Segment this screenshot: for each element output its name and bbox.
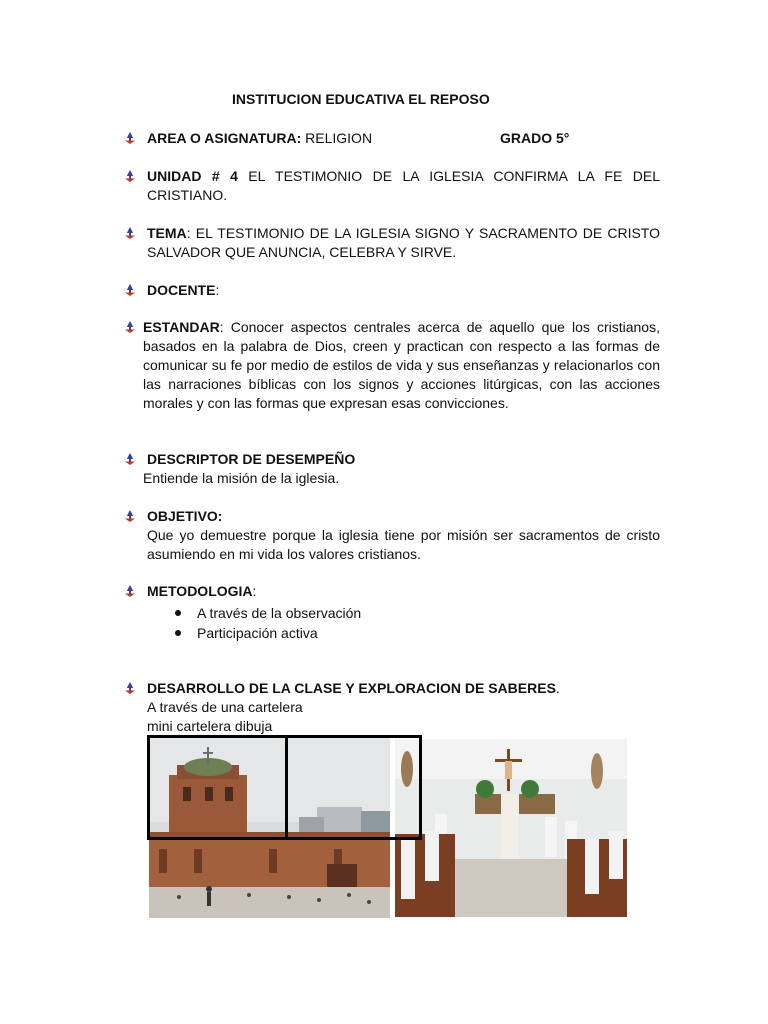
metodologia-list (147, 603, 660, 643)
tema-text: : EL TESTIMONIO DE LA IGLESIA SIGNO Y SACRAMENTO DE CRISTO SALVADOR QUE ANUNCIA, CELEBRA Y SIRVE. (147, 225, 660, 260)
bullet-dot-icon (175, 610, 181, 616)
docente-label: DOCENTE (147, 282, 216, 298)
unidad-item (124, 167, 660, 205)
tema-item (124, 224, 660, 262)
area-item (124, 129, 660, 148)
arrow-bullet-icon (124, 227, 136, 239)
estandar-text: : Conocer aspectos centrales acerca de aquello que los cristianos, basados en la palabra de Dios, creen y practican con respecto a las formas de comunicar su fe por medio de estilos de vida y sus enseñanzas y relacionarlos con las narraciones bíblicas con los signos y acciones litúrgicas, con las acciones morales y con las formas que expresan esas convicciones. (143, 319, 660, 411)
list-item (147, 623, 660, 643)
desarrollo-item (124, 679, 660, 736)
list-item-text: Participación activa (197, 625, 318, 641)
list-item (147, 603, 660, 623)
unidad-text: EL TESTIMONIO DE LA IGLESIA CONFIRMA LA FE DEL CRISTIANO. (147, 168, 660, 203)
descriptor-label: DESCRIPTOR DE DESEMPEÑO (147, 451, 356, 467)
descriptor-text: Entiende la misión de la iglesia. (143, 470, 340, 486)
grado-label: GRADO 5° (500, 130, 570, 146)
objetivo-item (124, 507, 660, 564)
objetivo-text: Que yo demuestre porque la iglesia tiene por misión ser sacramentos de cristo asumiendo en mi vida los valores cristianos. (147, 527, 660, 562)
arrow-bullet-icon (124, 284, 136, 296)
estandar-label: ESTANDAR (143, 319, 220, 335)
document-title: INSTITUCION EDUCATIVA EL REPOSO (232, 91, 490, 107)
objetivo-label: OBJETIVO: (147, 508, 223, 524)
arrow-bullet-icon (124, 132, 136, 144)
docente-item (124, 281, 660, 300)
arrow-bullet-icon (124, 170, 136, 182)
metodologia-item (124, 582, 660, 643)
metodologia-label: METODOLOGIA (147, 583, 253, 599)
church-interior-photo (395, 739, 627, 917)
tema-label: TEMA (147, 225, 187, 241)
image-frame-right (285, 735, 422, 840)
bullet-dot-icon (175, 630, 181, 636)
estandar-item (124, 318, 660, 413)
desarrollo-line1: A través de una cartelera (147, 699, 303, 715)
area-label: AREA O ASIGNATURA: (147, 130, 302, 146)
arrow-bullet-icon (124, 321, 136, 333)
metodologia-suffix: : (252, 583, 257, 599)
docente-text: : (215, 282, 220, 298)
unidad-label: UNIDAD # 4 (147, 168, 238, 184)
image-frame-left (147, 735, 288, 840)
arrow-bullet-icon (124, 682, 136, 694)
desarrollo-suffix: . (555, 680, 560, 696)
arrow-bullet-icon (124, 585, 136, 597)
church-interior-image (395, 739, 627, 917)
desarrollo-line2: mini cartelera dibuja (147, 718, 273, 734)
descriptor-item (124, 450, 660, 488)
arrow-bullet-icon (124, 453, 136, 465)
arrow-bullet-icon (124, 510, 136, 522)
area-value: RELIGION (301, 130, 373, 146)
desarrollo-label: DESARROLLO DE LA CLASE Y EXPLORACION DE SABERES (147, 680, 556, 696)
list-item-text: A través de la observación (197, 605, 362, 621)
